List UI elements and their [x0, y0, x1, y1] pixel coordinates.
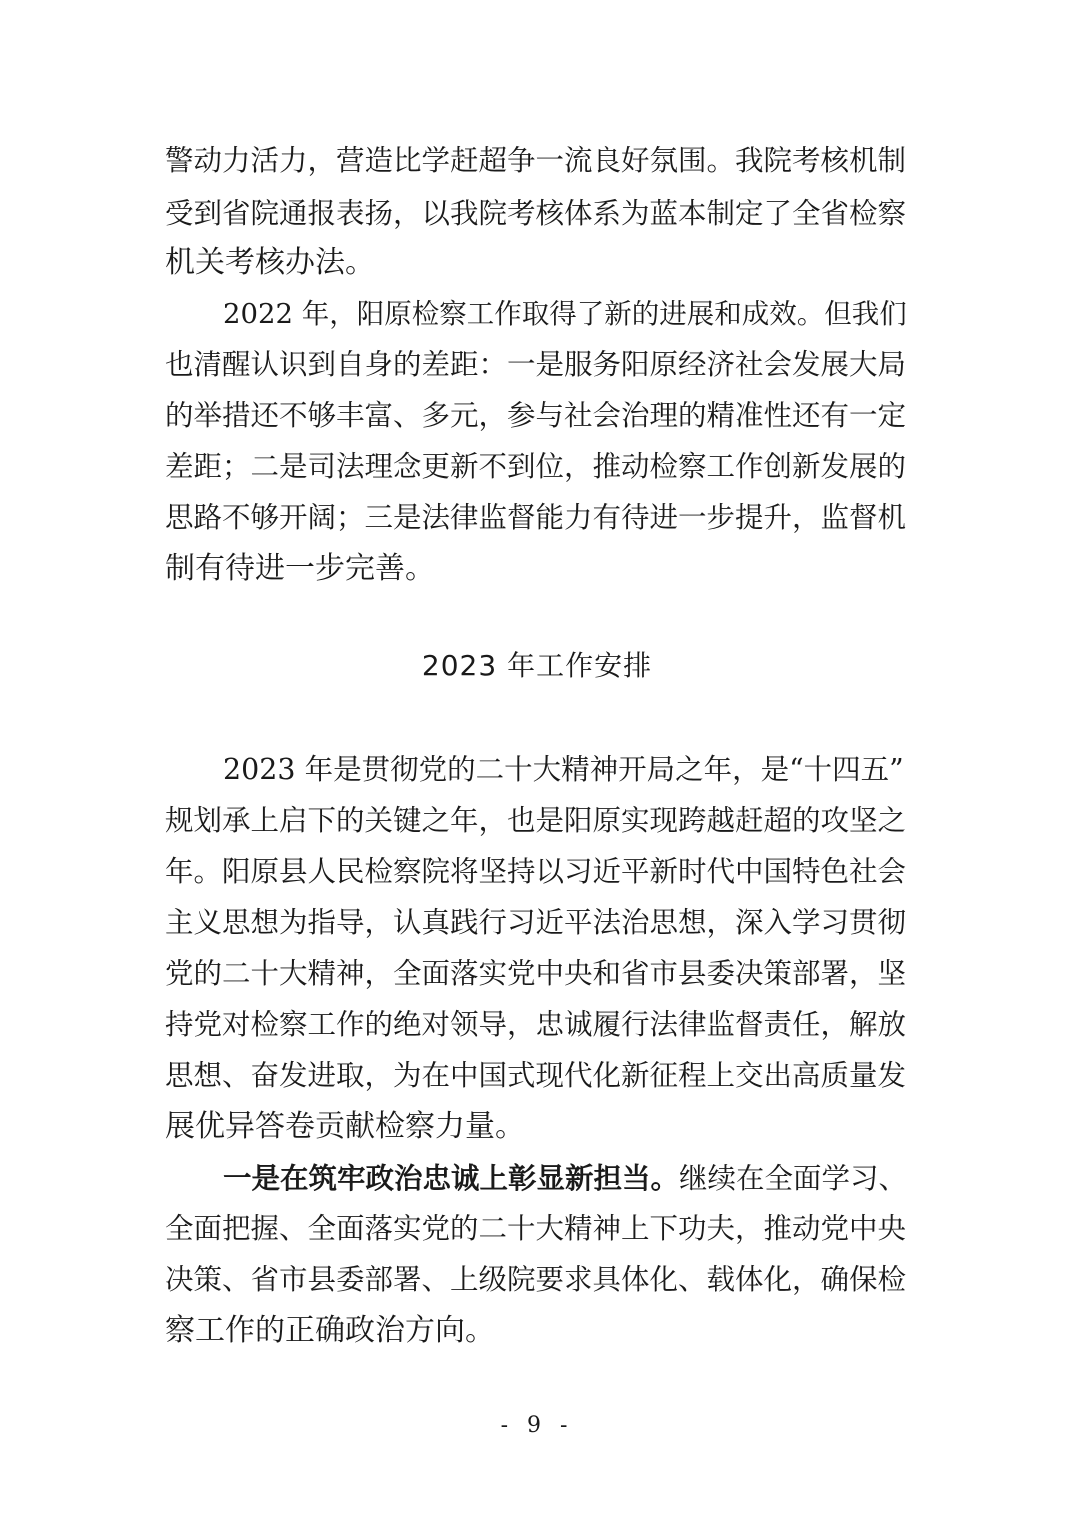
paragraph-line: 党的二十大精神，全面落实党中央和省市县委决策部署，坚	[165, 957, 907, 990]
paragraph-line: 年。阳原县人民检察院将坚持以习近平新时代中国特色社会	[165, 855, 907, 888]
paragraph-line: 2023 年是贯彻党的二十大精神开局之年，是“十四五”	[223, 753, 904, 786]
section-heading: 2023 年工作安排	[421, 649, 653, 682]
paragraph-line: 全面把握、全面落实党的二十大精神上下功夫，推动党中央	[165, 1212, 907, 1245]
paragraph-line: 思路不够开阔；三是法律监督能力有待进一步提升，监督机	[165, 501, 907, 534]
page-number: - 9 -	[500, 1413, 574, 1438]
paragraph-line: 持党对检察工作的绝对领导，忠诚履行法律监督责任，解放	[165, 1008, 907, 1041]
paragraph-line: 规划承上启下的关键之年，也是阳原实现跨越赶超的攻坚之	[165, 804, 907, 837]
paragraph-line: 2022 年，阳原检察工作取得了新的进展和成效。但我们	[223, 298, 907, 330]
paragraph-line: 制有待进一步完善。	[165, 551, 435, 586]
paragraph-line: 受到省院通报表扬，以我院考核体系为蓝本制定了全省检察	[165, 197, 907, 230]
paragraph-text: 继续在全面学习、	[679, 1162, 908, 1195]
paragraph-line: 的举措还不够丰富、多元，参与社会治理的精准性还有一定	[165, 399, 907, 432]
paragraph-line: 差距；二是司法理念更新不到位，推动检察工作创新发展的	[165, 450, 907, 483]
paragraph-line: 机关考核办法。	[165, 245, 375, 280]
paragraph-line: 察工作的正确政治方向。	[165, 1313, 495, 1348]
paragraph-line: 决策、省市县委部署、上级院要求具体化、载体化，确保检	[165, 1263, 907, 1296]
paragraph-line: 思想、奋发进取，为在中国式现代化新征程上交出高质量发	[165, 1059, 907, 1092]
paragraph-line	[223, 1158, 907, 1198]
paragraph-line: 展优异答卷贡献检察力量。	[165, 1109, 525, 1144]
paragraph-line: 主义思想为指导，认真践行习近平法治思想，深入学习贯彻	[165, 906, 907, 939]
bold-lead-text: 一是在筑牢政治忠诚上彰显新担当。	[223, 1161, 680, 1195]
paragraph-line: 警动力活力，营造比学赶超争一流良好氛围。我院考核机制	[165, 144, 907, 177]
paragraph-line: 也清醒认识到自身的差距：一是服务阳原经济社会发展大局	[165, 348, 907, 381]
